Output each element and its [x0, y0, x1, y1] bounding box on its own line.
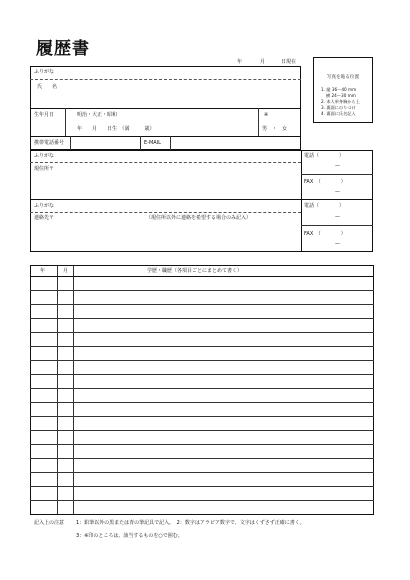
furigana-label: ふりがな: [34, 69, 55, 75]
birth-label: 生年月日: [34, 112, 55, 118]
current-address-label: 現住所〒: [34, 166, 55, 172]
date-month-label: 月: [260, 59, 266, 65]
phone-label: 携帯電話番号: [34, 140, 65, 146]
history-row[interactable]: [31, 501, 373, 513]
current-address-field[interactable]: [34, 164, 298, 198]
history-row[interactable]: [31, 361, 373, 373]
furigana-label: ふりがな: [34, 153, 55, 159]
history-col-year: 年: [40, 268, 46, 274]
fax-label: FAX （ ）: [304, 231, 346, 237]
photo-rule: 4. 裏面に氏名記入: [321, 111, 356, 116]
gender-options[interactable]: 男 ・ 女: [262, 126, 288, 132]
history-col-detail: 学歴・職歴（各項目ごとにまとめて書く）: [147, 268, 243, 274]
photo-rule: 1. 縦 36〜40 mm: [321, 87, 357, 92]
notes-line-2: 3：※印のところは、該当するものを○で囲む。: [76, 533, 183, 539]
history-row[interactable]: [31, 487, 373, 499]
contact-address-field[interactable]: [34, 222, 298, 250]
tel-dash: —: [335, 163, 340, 169]
tel-label: 電話（ ）: [304, 153, 345, 159]
notes-label: 記入上の注意: [34, 520, 65, 526]
history-row[interactable]: [31, 305, 373, 317]
photo-title: 写真を貼る位置: [326, 75, 360, 80]
history-row[interactable]: [31, 417, 373, 429]
history-row[interactable]: [31, 347, 373, 359]
photo-rule: 横 24〜30 mm: [326, 93, 356, 98]
mark-symbol: ※: [264, 112, 269, 118]
photo-rule: 2. 本人単身胸から上: [321, 99, 360, 104]
history-col-month: 月: [63, 268, 69, 274]
fax-label: FAX （ ）: [304, 179, 346, 185]
photo-rule: 3. 裏面にのりづけ: [321, 105, 356, 110]
photo-rules-list: [321, 87, 360, 117]
contact-address-label: 連絡先〒: [34, 215, 55, 221]
history-row[interactable]: [31, 403, 373, 415]
history-row[interactable]: [31, 291, 373, 303]
history-row[interactable]: [31, 459, 373, 471]
date-year-label: 年: [237, 59, 243, 65]
history-row[interactable]: [31, 473, 373, 485]
history-row[interactable]: [31, 389, 373, 401]
phone-field[interactable]: [72, 137, 138, 149]
birth-date-line[interactable]: 年 月 日生 （満 歳）: [77, 126, 155, 132]
name-label: 氏 名: [37, 84, 58, 90]
tel-label: 電話（ ）: [304, 203, 345, 209]
date-day-label: 日現在: [281, 59, 297, 65]
era-options[interactable]: 明治・大正・昭和: [77, 112, 118, 118]
fax-dash: —: [335, 241, 340, 247]
history-row[interactable]: [31, 333, 373, 345]
page-title: 履歴書: [36, 39, 90, 59]
email-label: E-MAIL: [144, 140, 161, 146]
history-row[interactable]: [31, 445, 373, 457]
furigana-label: ふりがな: [34, 203, 55, 209]
history-row[interactable]: [31, 319, 373, 331]
history-row[interactable]: [31, 431, 373, 443]
contact-note: （現住所以外に連絡を希望する場合のみ記入）: [146, 215, 252, 221]
photo-placeholder: [313, 57, 373, 123]
tel-dash: —: [335, 214, 340, 220]
history-row[interactable]: [31, 375, 373, 387]
history-row[interactable]: [31, 277, 373, 289]
fax-dash: —: [335, 189, 340, 195]
email-field[interactable]: [172, 137, 298, 149]
notes-line-1: 1：鉛筆以外の黒または青の筆記具で記入。 2：数字はアラビア数字で、文字はくずさず正確に書く。: [76, 520, 305, 526]
name-field[interactable]: [34, 81, 298, 107]
